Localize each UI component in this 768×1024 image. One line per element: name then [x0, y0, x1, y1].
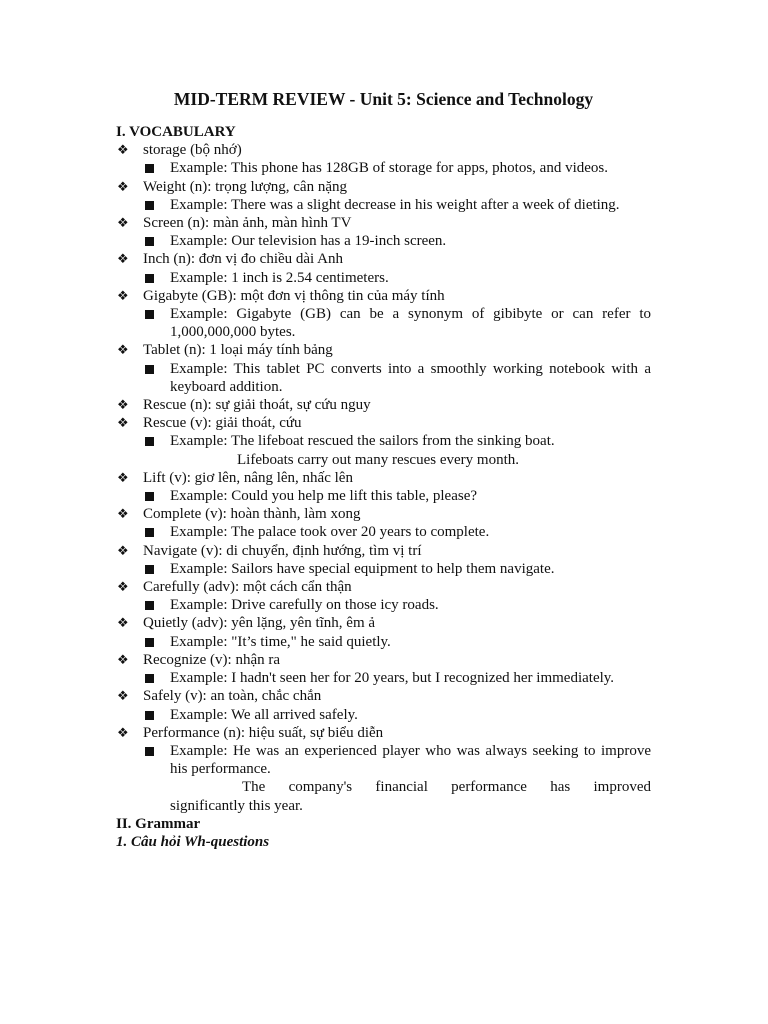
diamond-bullet-icon: ❖	[117, 415, 129, 431]
vocab-example: Example: Sailors have special equipment to help them navigate.	[116, 560, 651, 578]
vocab-term: ❖ Screen (n): màn ảnh, màn hình TV	[117, 215, 352, 232]
diamond-bullet-icon: ❖	[117, 215, 129, 231]
diamond-bullet-icon: ❖	[117, 615, 129, 631]
square-bullet-icon	[145, 565, 154, 574]
vocab-example: Example: 1 inch is 2.54 centimeters.	[116, 269, 651, 287]
vocab-example: Example: Could you help me lift this table, please?	[116, 487, 651, 505]
section-heading-grammar: II. Grammar	[116, 815, 201, 832]
square-bullet-icon	[145, 237, 154, 246]
square-bullet-icon	[145, 201, 154, 210]
square-bullet-icon	[145, 711, 154, 720]
vocab-example: Example: There was a slight decrease in his weight after a week of dieting.	[116, 196, 651, 214]
vocab-example: Example: "It’s time," he said quietly.	[116, 633, 651, 651]
square-bullet-icon	[145, 674, 154, 683]
vocab-term: ❖ Inch (n): đơn vị đo chiều dài Anh	[117, 251, 343, 268]
vocab-term: ❖ Lift (v): giơ lên, nâng lên, nhấc lên	[117, 469, 353, 486]
square-bullet-icon	[145, 492, 154, 501]
vocab-term: ❖ Safely (v): an toàn, chắc chắn	[117, 688, 322, 705]
square-bullet-icon	[145, 164, 154, 173]
vocab-term: ❖ Rescue (v): giải thoát, cứu	[117, 415, 302, 432]
square-bullet-icon	[145, 601, 154, 610]
diamond-bullet-icon: ❖	[117, 579, 129, 595]
document-page	[116, 88, 651, 851]
vocab-term: ❖ Weight (n): trọng lượng, cân nặng	[117, 178, 347, 195]
vocab-term: ❖ Navigate (v): di chuyển, định hướng, tìm vị trí	[117, 542, 422, 559]
page-title: MID-TERM REVIEW - Unit 5: Science and Technology	[173, 89, 594, 109]
vocab-term: ❖ Tablet (n): 1 loại máy tính bảng	[117, 342, 333, 359]
vocab-example: Example: We all arrived safely.	[116, 706, 651, 724]
vocab-example-continuation: The company's financial performance has improved significantly this year.	[170, 779, 651, 814]
vocab-example-continuation: Lifeboats carry out many rescues every month.	[237, 451, 519, 468]
diamond-bullet-icon: ❖	[117, 287, 129, 303]
subsection-heading: 1. Câu hỏi Wh-questions	[116, 833, 270, 850]
vocab-example: Example: Drive carefully on those icy roads.	[116, 596, 651, 614]
vocab-term: ❖ Gigabyte (GB): một đơn vị thông tin của máy tính	[117, 287, 445, 304]
vocab-term: ❖ Quietly (adv): yên lặng, yên tĩnh, êm ả	[117, 615, 376, 632]
vocab-term: ❖ Recognize (v): nhận ra	[117, 651, 281, 668]
vocab-term: ❖ Carefully (adv): một cách cẩn thận	[117, 579, 352, 596]
vocab-example: Example: This tablet PC converts into a smoothly working notebook with a keyboard addition.	[116, 360, 651, 396]
section-heading-vocabulary: I. VOCABULARY	[116, 124, 236, 140]
vocab-term: ❖ storage (bộ nhớ)	[117, 142, 242, 159]
vocab-example: Example: This phone has 128GB of storage for apps, photos, and videos.	[116, 159, 651, 177]
square-bullet-icon	[145, 638, 154, 647]
diamond-bullet-icon: ❖	[117, 506, 129, 522]
diamond-bullet-icon: ❖	[117, 724, 129, 740]
vocab-example: Example: He was an experienced player who was always seeking to improve his performance.	[116, 742, 651, 778]
diamond-bullet-icon: ❖	[117, 251, 129, 267]
square-bullet-icon	[145, 747, 154, 756]
diamond-bullet-icon: ❖	[117, 469, 129, 485]
square-bullet-icon	[145, 528, 154, 537]
diamond-bullet-icon: ❖	[117, 651, 129, 667]
vocab-example: Example: The palace took over 20 years to complete.	[116, 523, 651, 541]
diamond-bullet-icon: ❖	[117, 178, 129, 194]
diamond-bullet-icon: ❖	[117, 342, 129, 358]
vocab-term: ❖ Complete (v): hoàn thành, làm xong	[117, 506, 361, 523]
vocab-term: ❖ Rescue (n): sự giải thoát, sự cứu nguy	[117, 397, 371, 414]
vocab-example: Example: The lifeboat rescued the sailors from the sinking boat.	[116, 432, 651, 450]
diamond-bullet-icon: ❖	[117, 542, 129, 558]
diamond-bullet-icon: ❖	[117, 397, 129, 413]
square-bullet-icon	[145, 437, 154, 446]
vocab-term: ❖ Performance (n): hiệu suất, sự biểu diễn	[117, 724, 384, 741]
square-bullet-icon	[145, 274, 154, 283]
vocab-example: Example: I hadn't seen her for 20 years, but I recognized her immediately.	[116, 669, 651, 687]
square-bullet-icon	[145, 365, 154, 374]
diamond-bullet-icon: ❖	[117, 688, 129, 704]
vocab-example: Example: Our television has a 19-inch screen.	[116, 232, 651, 250]
vocab-example: Example: Gigabyte (GB) can be a synonym of gibibyte or can refer to 1,000,000,000 bytes.	[116, 305, 651, 341]
square-bullet-icon	[145, 310, 154, 319]
diamond-bullet-icon: ❖	[117, 142, 129, 158]
